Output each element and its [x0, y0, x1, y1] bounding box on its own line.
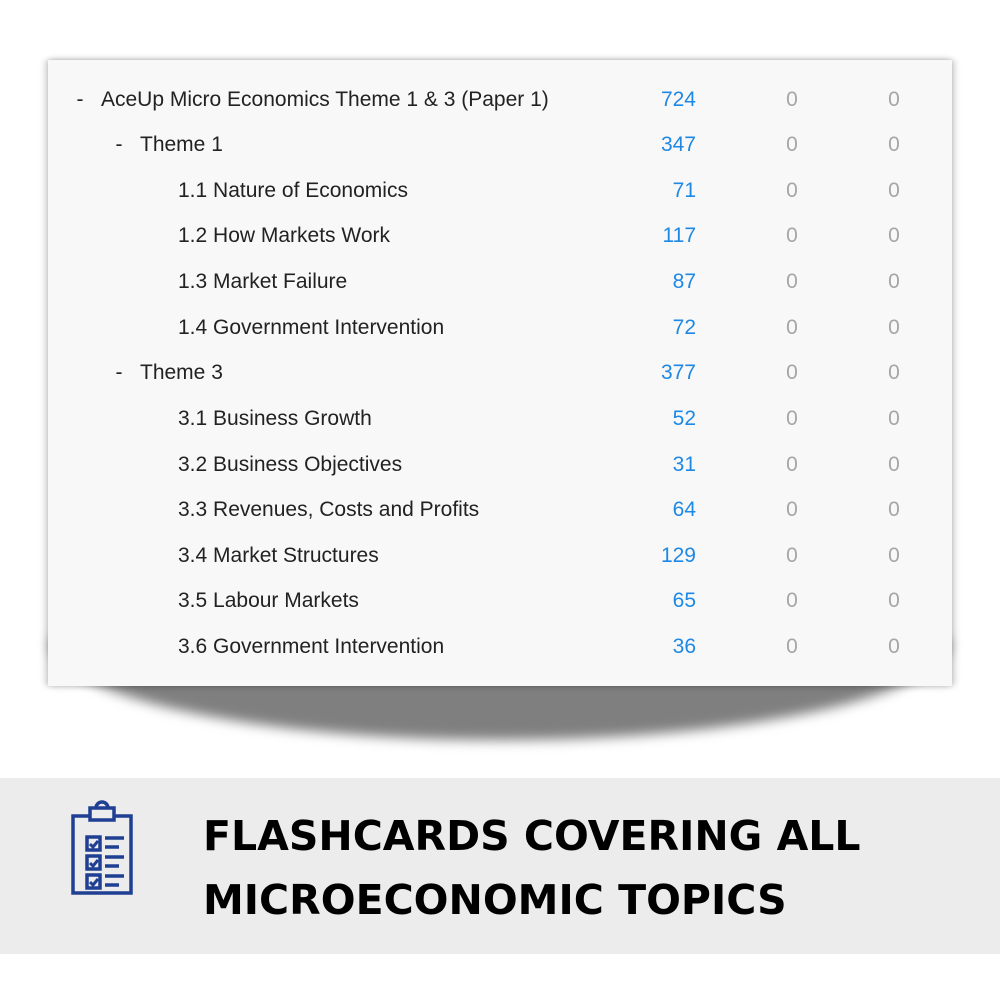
banner-line-1: FLASHCARDS COVERING ALL [203, 812, 861, 860]
deck-name[interactable]: 1.2 How Markets Work [178, 224, 390, 247]
deck-row[interactable] [48, 578, 952, 624]
collapse-toggle[interactable]: - [115, 361, 123, 384]
due-count: 0 [888, 407, 900, 430]
due-count: 0 [888, 589, 900, 612]
deck-name[interactable]: 3.2 Business Objectives [178, 453, 403, 476]
deck-name[interactable]: 3.4 Market Structures [178, 544, 379, 567]
deck-name[interactable]: 1.4 Government Intervention [178, 316, 445, 339]
deck-row[interactable] [48, 305, 952, 351]
due-count: 0 [888, 179, 900, 202]
learn-count: 0 [786, 316, 798, 339]
deck-name[interactable]: 3.3 Revenues, Costs and Profits [178, 498, 480, 521]
due-count: 0 [888, 88, 900, 111]
learn-count: 0 [786, 453, 798, 476]
due-count: 0 [888, 316, 900, 339]
due-count: 0 [888, 133, 900, 156]
due-count: 0 [888, 224, 900, 247]
learn-count: 0 [786, 224, 798, 247]
new-count: 71 [672, 179, 696, 202]
learn-count: 0 [786, 179, 798, 202]
new-count: 87 [672, 270, 696, 293]
new-count: 724 [660, 88, 696, 111]
collapse-toggle[interactable]: - [76, 88, 84, 111]
learn-count: 0 [786, 133, 798, 156]
deck-name[interactable]: 3.6 Government Intervention [178, 635, 445, 658]
new-count: 347 [660, 133, 696, 156]
deck-name[interactable]: Theme 3 [140, 361, 223, 384]
banner-headline [203, 804, 861, 932]
banner-line-2: MICROECONOMIC TOPICS [203, 876, 787, 924]
clipboard-checklist-icon [70, 800, 134, 896]
due-count: 0 [888, 361, 900, 384]
due-count: 0 [888, 635, 900, 658]
deck-name[interactable]: 1.1 Nature of Economics [178, 179, 408, 202]
deck-list-panel [48, 60, 952, 686]
learn-count: 0 [786, 270, 798, 293]
new-count: 31 [672, 453, 696, 476]
new-count: 64 [672, 498, 696, 521]
new-count: 72 [672, 316, 696, 339]
deck-name[interactable]: Theme 1 [140, 133, 223, 156]
feature-banner [0, 778, 1000, 954]
deck-row[interactable] [48, 533, 952, 579]
new-count: 377 [660, 361, 696, 384]
learn-count: 0 [786, 544, 798, 567]
deck-row[interactable] [48, 213, 952, 259]
deck-row[interactable] [48, 259, 952, 305]
deck-name[interactable]: 3.5 Labour Markets [178, 589, 359, 612]
deck-row[interactable] [48, 396, 952, 442]
new-count: 117 [662, 224, 696, 247]
deck-row[interactable] [48, 442, 952, 488]
collapse-toggle[interactable]: - [115, 133, 123, 156]
deck-row-theme-3[interactable] [48, 350, 952, 396]
due-count: 0 [888, 453, 900, 476]
learn-count: 0 [786, 361, 798, 384]
learn-count: 0 [786, 407, 798, 430]
learn-count: 0 [786, 589, 798, 612]
due-count: 0 [888, 270, 900, 293]
new-count: 129 [660, 544, 696, 567]
learn-count: 0 [786, 635, 798, 658]
new-count: 65 [672, 589, 696, 612]
new-count: 52 [672, 407, 696, 430]
deck-name[interactable]: 1.3 Market Failure [178, 270, 348, 293]
new-count: 36 [672, 635, 696, 658]
learn-count: 0 [786, 88, 798, 111]
deck-row[interactable] [48, 487, 952, 533]
deck-row[interactable] [48, 624, 952, 670]
deck-name[interactable]: 3.1 Business Growth [178, 407, 372, 430]
due-count: 0 [888, 498, 900, 521]
deck-row-theme-1[interactable] [48, 122, 952, 168]
due-count: 0 [888, 544, 900, 567]
deck-row[interactable] [48, 168, 952, 214]
learn-count: 0 [786, 498, 798, 521]
deck-row-root[interactable] [48, 77, 952, 123]
deck-name[interactable]: AceUp Micro Economics Theme 1 & 3 (Paper 1) [101, 88, 549, 111]
